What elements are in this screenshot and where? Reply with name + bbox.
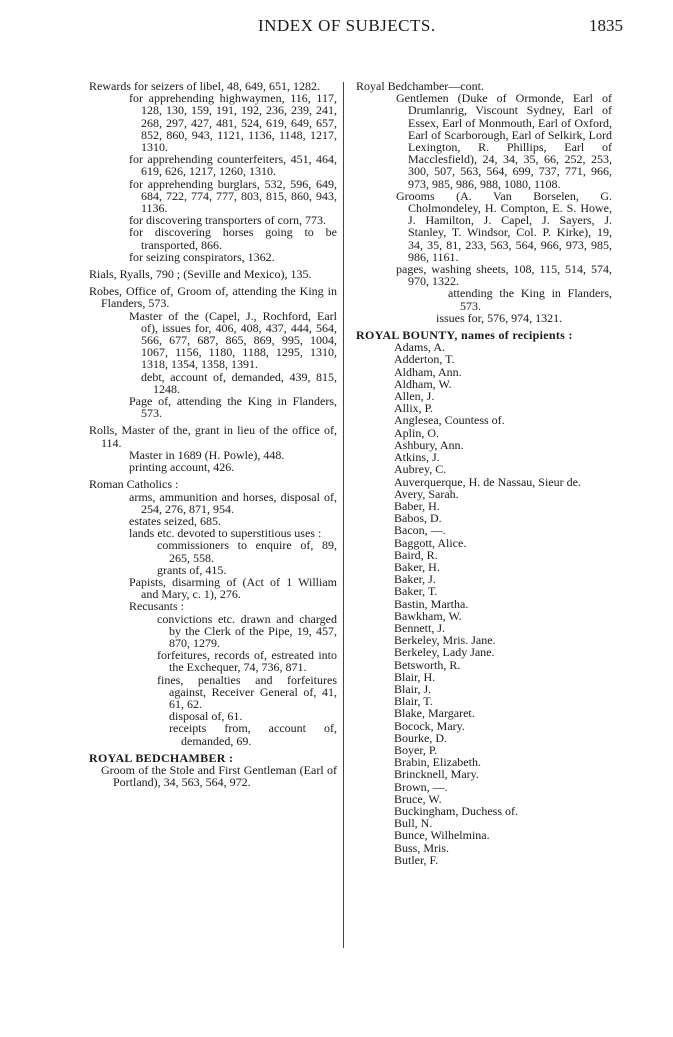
- index-entry: Rolls, Master of the, grant in lieu of the office of, 114.: [89, 423, 337, 450]
- index-entry: Master of the (Capel, J., Rochford, Earl of), issues for, 406, 408, 437, 444, 564, 566, 677, 687, 865, 869, 995, 1004, 1067, 1156, 1180, 1188, 1295, 1310, 1318, 1354, 1358, 1391.: [129, 308, 337, 372]
- index-entry: disposal of, 61.: [169, 709, 243, 724]
- section-heading: ROYAL BOUNTY, names of recipients :: [356, 328, 573, 343]
- index-entry: Roman Catholics :: [89, 477, 179, 492]
- index-entry: forfeitures, records of, estreated into the Exchequer, 74, 736, 871.: [157, 648, 337, 675]
- recipient-name: Baggott, Alice.: [394, 535, 467, 550]
- recipient-name: Boyer, P.: [394, 742, 438, 757]
- recipient-name: Allix, P.: [394, 401, 434, 416]
- index-entry: Grooms (A. Van Borselen, G. Cholmondeley, H. Compton, E. S. Howe, J. Hamilton, J. Capel, J. Sayers, J. Stanley, T. Windsor, Col. P. Kirke), 19, 34, 35, 81, 233, 563, 564, 966, 973, 985, 986, 1161.: [396, 188, 612, 264]
- index-entry: for apprehending highwaymen, 116, 117, 128, 130, 159, 191, 192, 236, 239, 241, 268, 297, 427, 481, 524, 619, 649, 657, 852, 860, 943, 1121, 1136, 1148, 1217, 1310.: [129, 91, 337, 155]
- index-entry: Page of, attending the King in Flanders, 573.: [129, 394, 337, 421]
- index-entry: lands etc. devoted to superstitious uses :: [129, 526, 322, 541]
- recipient-name: Buss, Mris.: [394, 840, 450, 855]
- index-entry: Royal Bedchamber—cont.: [356, 79, 484, 93]
- recipient-name: Blair, T.: [394, 694, 433, 709]
- recipient-name: Aldham, W.: [394, 376, 452, 391]
- recipient-name: Brincknell, Mary.: [394, 767, 479, 782]
- index-entry: for discovering transporters of corn, 773.: [129, 213, 326, 228]
- index-entry: for apprehending counterfeiters, 451, 464, 619, 626, 1217, 1260, 1310.: [129, 152, 337, 179]
- recipient-name: Baker, H.: [394, 559, 440, 574]
- index-entry: grants of, 415.: [157, 562, 227, 577]
- recipient-name: Aubrey, C.: [394, 462, 447, 477]
- recipient-name: Auverquerque, H. de Nassau, Sieur de.: [394, 474, 581, 489]
- recipient-name: Bennett, J.: [394, 620, 445, 635]
- recipient-name: Baird, R.: [394, 547, 438, 562]
- index-entry: for seizing conspirators, 1362.: [129, 249, 275, 264]
- recipient-name: Berkeley, Mris. Jane.: [394, 633, 496, 648]
- column-divider: [343, 82, 344, 948]
- recipient-name: Bull, N.: [394, 816, 433, 831]
- right-entries: [356, 80, 612, 341]
- recipient-name: Bunce, Wilhelmina.: [394, 828, 490, 843]
- section-heading: ROYAL BEDCHAMBER :: [89, 750, 234, 765]
- index-entry: Papists, disarming of (Act of 1 William and Mary, c. 1), 276.: [129, 574, 337, 602]
- recipient-name: Bacon, —.: [394, 523, 446, 538]
- recipient-name: Berkeley, Lady Jane.: [394, 645, 495, 660]
- recipient-name: Bocock, Mary.: [394, 718, 465, 733]
- recipient-name: Buckingham, Duchess of.: [394, 803, 518, 818]
- running-title: INDEX OF SUBJECTS.: [258, 16, 436, 35]
- index-entry: printing account, 426.: [129, 460, 235, 475]
- recipient-name: Bruce, W.: [394, 791, 442, 806]
- recipient-name: Brabin, Elizabeth.: [394, 755, 481, 770]
- recipient-name: Blake, Margaret.: [394, 706, 475, 721]
- recipient-name: Atkins, J.: [394, 450, 440, 465]
- recipient-name: Bawkham, W.: [394, 608, 462, 623]
- recipient-name: Aplin, O.: [394, 425, 439, 440]
- page-number: 1835: [589, 16, 623, 35]
- recipient-name: Adderton, T.: [394, 352, 455, 367]
- index-entry: attending the King in Flanders, 573.: [448, 286, 612, 313]
- index-entry: pages, washing sheets, 108, 115, 514, 574, 970, 1322.: [396, 262, 612, 289]
- recipient-name: Bastin, Martha.: [394, 596, 469, 611]
- recipient-name: Baker, T.: [394, 584, 438, 599]
- index-entry: convictions etc. drawn and charged by the Clerk of the Pipe, 19, 457, 870, 1279.: [157, 611, 337, 650]
- recipient-list: [356, 341, 612, 866]
- index-entry: Groom of the Stole and First Gentleman (Earl of Portland), 34, 563, 564, 972.: [101, 762, 337, 790]
- right-column: [356, 80, 612, 866]
- page-header: [0, 0, 673, 40]
- index-entry: Rewards for seizers of libel, 48, 649, 651, 1282.: [89, 79, 320, 93]
- recipient-name: Babos, D.: [394, 511, 442, 526]
- index-entry: Robes, Office of, Groom of, attending the King in Flanders, 573.: [89, 284, 337, 311]
- recipient-name: Baber, H.: [394, 498, 440, 513]
- index-entry: receipts from, account of, demanded, 69.: [169, 721, 337, 748]
- index-entry: arms, ammunition and horses, disposal of, 254, 276, 871, 954.: [129, 489, 337, 516]
- recipient-name: Avery, Sarah.: [394, 486, 459, 501]
- index-entry: estates seized, 685.: [129, 513, 221, 528]
- recipient-name: Adams, A.: [394, 340, 445, 355]
- index-entry: Rials, Ryalls, 790 ; (Seville and Mexico), 135.: [89, 267, 312, 282]
- index-entry: commissioners to enquire of, 89, 265, 558.: [157, 538, 337, 565]
- recipient-name: Ashbury, Ann.: [394, 437, 464, 452]
- index-entry: debt, account of, demanded, 439, 815, 1248.: [141, 369, 337, 396]
- recipient-name: Butler, F.: [394, 852, 439, 867]
- recipient-name: Blair, J.: [394, 681, 432, 696]
- index-entry: Master in 1689 (H. Powle), 448.: [129, 447, 285, 462]
- recipient-name: Allen, J.: [394, 389, 435, 404]
- index-entry: for discovering horses going to be transported, 866.: [129, 225, 337, 252]
- index-entry: for apprehending burglars, 532, 596, 649, 684, 722, 774, 777, 803, 815, 860, 943, 1136.: [129, 176, 337, 216]
- index-entry: issues for, 576, 974, 1321.: [436, 310, 563, 325]
- recipient-name: Blair, H.: [394, 669, 436, 684]
- recipient-name: Betsworth, R.: [394, 657, 461, 672]
- index-entry: Recusants :: [129, 599, 184, 614]
- recipient-name: Anglesea, Countess of.: [394, 413, 505, 428]
- recipient-name: Baker, J.: [394, 572, 436, 587]
- recipient-name: Brown, —.: [394, 779, 448, 794]
- recipient-name: Aldham, Ann.: [394, 364, 462, 379]
- left-column: [89, 80, 337, 788]
- index-entry: fines, penalties and forfeitures against, Receiver General of, 41, 61, 62.: [157, 672, 337, 711]
- recipient-name: Bourke, D.: [394, 730, 447, 745]
- index-entry: Gentlemen (Duke of Ormonde, Earl of Drumlanrig, Viscount Sydney, Earl of Essex, Earl of Monmouth, Earl of Oxford, Earl of Scarborough, Earl of Selkirk, Lord Lexington, R. Phillips, Earl of Macclesfield), 24, 34, 35, 66, 252, 253, 300, 507, 563, 564, 699, 737, 771, 966, 973, 985, 986, 988, 1080, 1108.: [396, 91, 612, 191]
